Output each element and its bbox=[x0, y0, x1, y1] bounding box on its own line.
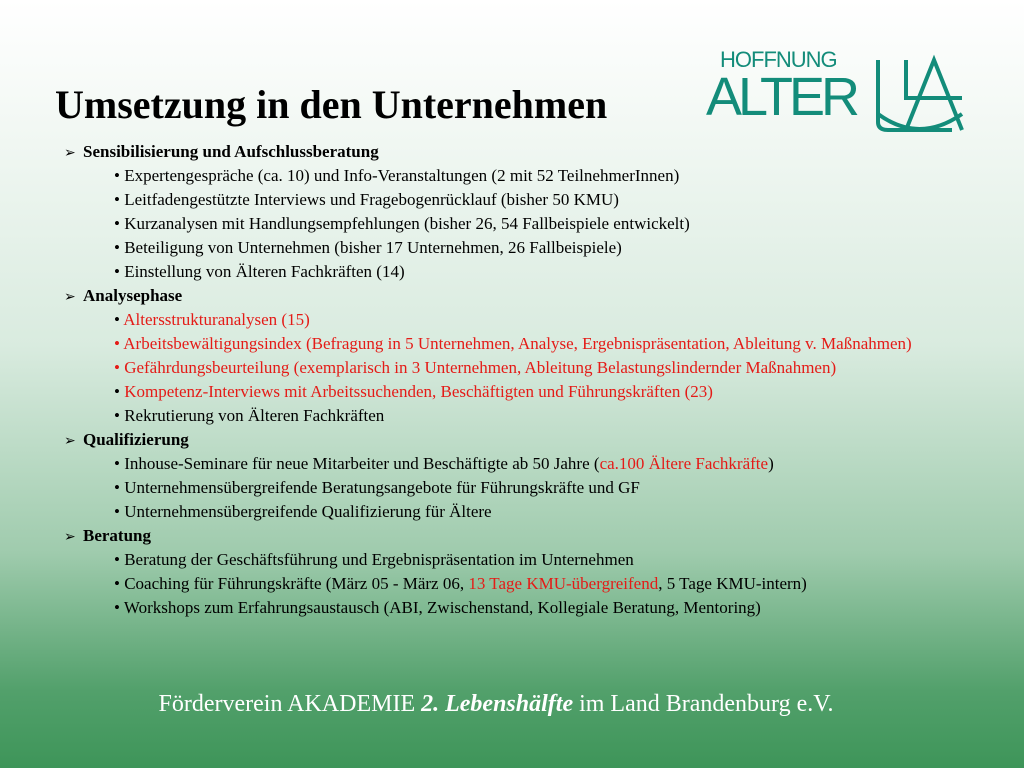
list-item bbox=[64, 380, 964, 404]
list-item: • Rekrutierung von Älteren Fachkräften bbox=[114, 406, 385, 425]
highlight-text: Kompetenz-Interviews mit Arbeitssuchenden, Beschäftigten und Führungskräften (23) bbox=[124, 382, 713, 401]
footer-text: im Land Brandenburg e.V. bbox=[573, 691, 834, 717]
list-item: • Kurzanalysen mit Handlungsempfehlungen (bisher 26, 54 Fallbeispiele entwickelt) bbox=[114, 214, 690, 233]
item-text: • Coaching für Führungskräfte (März 05 - März 06, bbox=[114, 574, 469, 593]
item-text: , 5 Tage KMU-intern) bbox=[658, 574, 807, 593]
list-item: • Gefährdungsbeurteilung (exemplarisch in 3 Unternehmen, Ableitung Belastungslindernder Maßnahmen) bbox=[114, 358, 837, 377]
highlight-text: Altersstrukturanalysen (15) bbox=[123, 310, 310, 329]
section-heading bbox=[64, 428, 964, 452]
logo-small-text: HOFFNUNG bbox=[720, 47, 837, 72]
arrow-bullet-icon: ➢ bbox=[64, 529, 76, 545]
bullet: • bbox=[114, 310, 124, 329]
logo-mark-icon bbox=[874, 54, 966, 136]
logo-big-text: ALTER bbox=[706, 67, 857, 127]
list-item: • Unternehmensübergreifende Qualifizierung für Ältere bbox=[114, 502, 492, 521]
footer bbox=[0, 688, 992, 720]
arrow-bullet-icon: ➢ bbox=[64, 433, 76, 449]
highlight-text: ca.100 Ältere Fachkräfte bbox=[599, 454, 769, 473]
section-heading-text: Analysephase bbox=[83, 286, 183, 305]
list-item bbox=[64, 572, 964, 596]
list-item: • Unternehmensübergreifende Beratungsangebote für Führungskräfte und GF bbox=[114, 478, 640, 497]
section-heading-text: Qualifizierung bbox=[83, 430, 189, 449]
list-item: • Arbeitsbewältigungsindex (Befragung in 5 Unternehmen, Analyse, Ergebnispräsentation, Ableitung v. Maßnahmen) bbox=[114, 334, 912, 353]
list-item: • Expertengespräche (ca. 10) und Info-Veranstaltungen (2 mit 52 TeilnehmerInnen) bbox=[114, 166, 680, 185]
slide-content bbox=[64, 140, 964, 620]
section-heading bbox=[64, 524, 964, 548]
list-item: • Leitfadengestützte Interviews und Fragebogenrücklauf (bisher 50 KMU) bbox=[114, 190, 619, 209]
item-text: • Inhouse-Seminare für neue Mitarbeiter und Beschäftigte ab 50 Jahre ( bbox=[114, 454, 600, 473]
bullet: • bbox=[114, 382, 125, 401]
list-item: • Beratung der Geschäftsführung und Ergebnispräsentation im Unternehmen bbox=[114, 550, 634, 569]
hoffnung-alter-logo bbox=[700, 48, 970, 138]
slide-title: Umsetzung in den Unternehmen bbox=[55, 82, 608, 127]
item-text: ) bbox=[768, 454, 774, 473]
arrow-bullet-icon: ➢ bbox=[64, 289, 76, 305]
list-item: • Einstellung von Älteren Fachkräften (14) bbox=[114, 262, 405, 281]
list-item bbox=[64, 308, 964, 332]
arrow-bullet-icon: ➢ bbox=[64, 145, 76, 161]
footer-text: Förderverein AKADEMIE bbox=[158, 691, 422, 717]
section-heading bbox=[64, 284, 964, 308]
section-heading-text: Sensibilisierung und Aufschlussberatung bbox=[83, 142, 379, 161]
section-heading-text: Beratung bbox=[83, 526, 151, 545]
highlight-text: 13 Tage KMU-übergreifend bbox=[468, 574, 659, 593]
list-item bbox=[64, 452, 964, 476]
list-item: • Beteiligung von Unternehmen (bisher 17 Unternehmen, 26 Fallbeispiele) bbox=[114, 238, 622, 257]
list-item: • Workshops zum Erfahrungsaustausch (ABI, Zwischenstand, Kollegiale Beratung, Mentoring) bbox=[114, 598, 761, 617]
footer-emphasis: 2. Lebenshälfte bbox=[421, 691, 574, 717]
section-heading bbox=[64, 140, 964, 164]
